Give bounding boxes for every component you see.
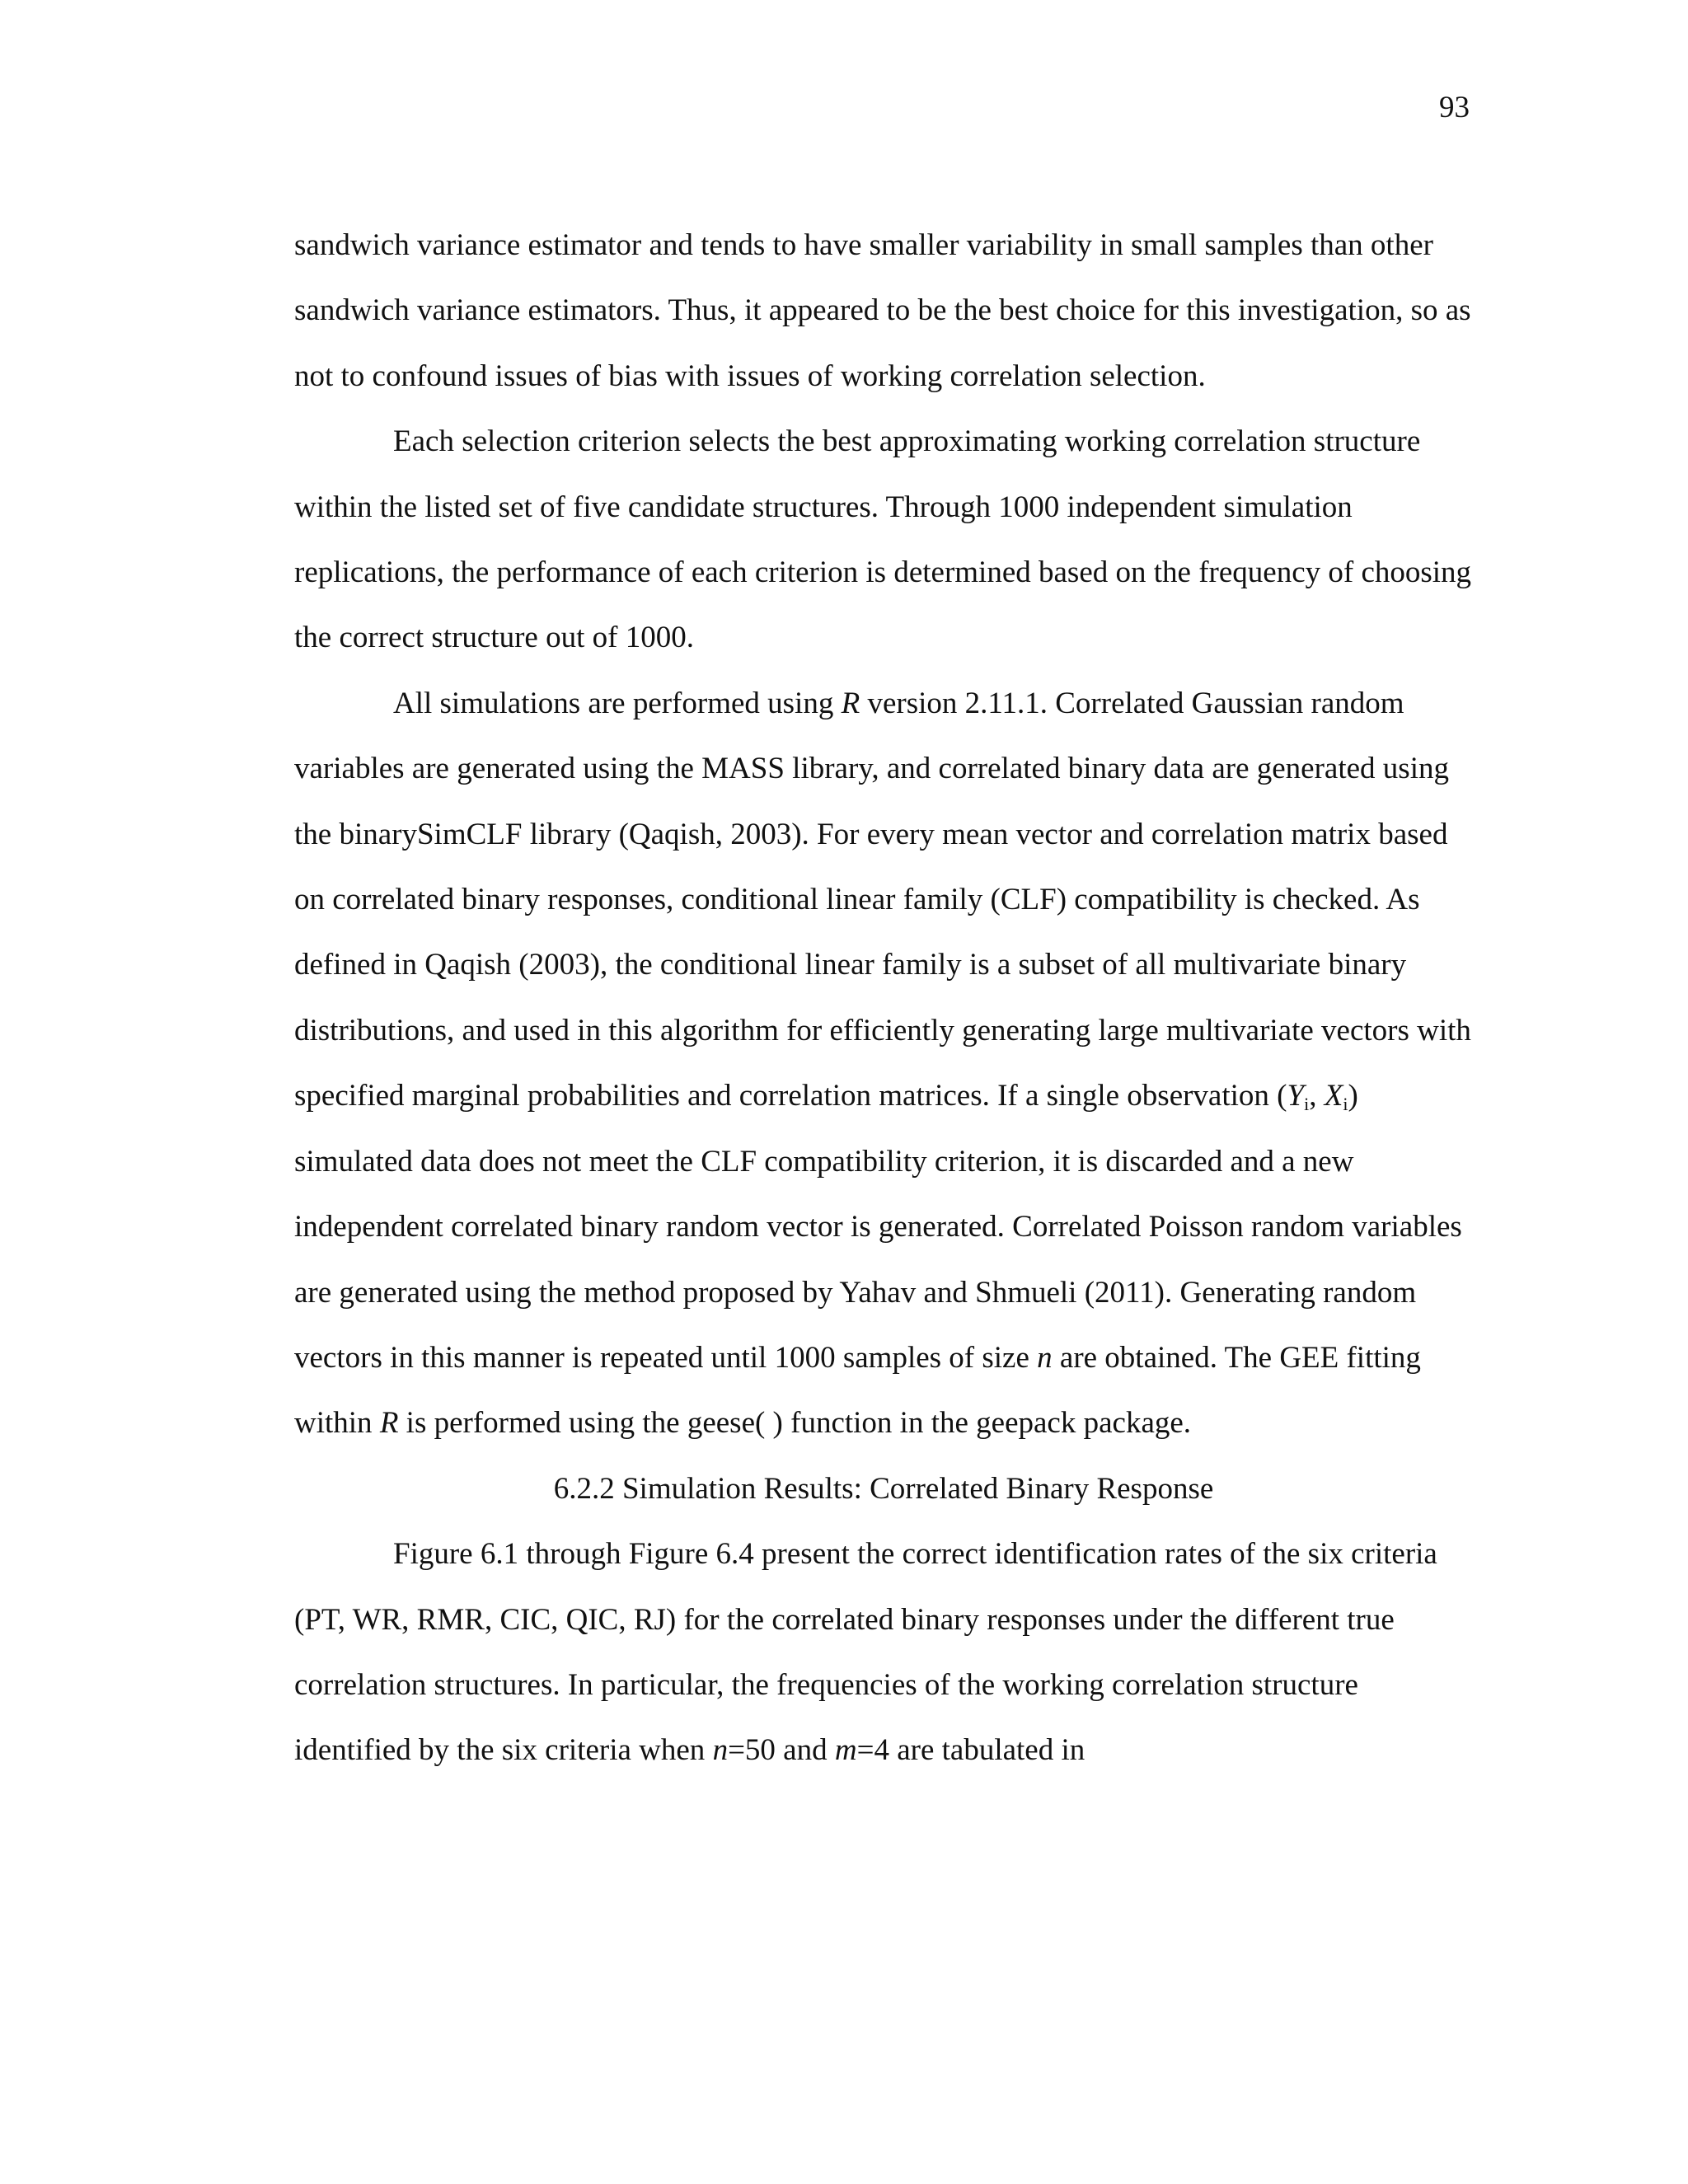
variable-n: n xyxy=(712,1733,729,1768)
subscript-i: i xyxy=(1343,1094,1348,1115)
variable-y: Y xyxy=(1287,1079,1305,1113)
paragraph-text: is performed using the geese( ) function in the geepack package. xyxy=(398,1406,1192,1441)
paragraph-continuation xyxy=(294,213,1473,409)
comma-separator: , xyxy=(1309,1079,1325,1113)
paragraph-text: are obtained. The GEE fitting within xyxy=(294,1340,1421,1441)
paragraph-text: All simulations are performed using xyxy=(393,686,842,720)
variable-m: m xyxy=(834,1733,857,1768)
software-name-r: R xyxy=(841,686,860,720)
paragraph-text: Each selection criterion selects the best approximating working correlation structure within the listed set of five candidate structures. Through 1000 independent simulation replications, the performance of each criterion is determined based on the frequency of choosing the correct structure out of 1000. xyxy=(294,424,1472,655)
paragraph-results xyxy=(294,1521,1473,1783)
subscript-i: i xyxy=(1304,1094,1310,1115)
paragraph-text: =50 and xyxy=(728,1733,835,1768)
paragraph-text: =4 are tabulated in xyxy=(856,1733,1085,1768)
paragraph-text: version 2.11.1. Correlated Gaussian random variables are generated using the MASS library, and correlated binary data are generated using the binarySimCLF library (Qaqish, 2003). For every mean vector and correlation matrix based on correlated binary responses, conditional linear family (CLF) compatibility is checked. As defined in Qaqish (2003), the conditional linear family is a subset of all multivariate binary distributions, and used in this algorithm for efficiently generating large multivariate vectors with specified marginal probabilities and correlation matrices. If a single observation ( xyxy=(294,686,1471,1113)
paragraph-simulations xyxy=(294,671,1473,1456)
section-heading: 6.2.2 Simulation Results: Correlated Binary Response xyxy=(553,1471,1214,1506)
page-number: 93 xyxy=(1439,91,1470,124)
paragraph-text: Figure 6.1 through Figure 6.4 present the correct identification rates of the six criteria (PT, WR, RMR, CIC, QIC, RJ) for the correlated binary responses under the different true correlation structures. In particular, the frequencies of the working correlation structure identified by the six criteria when xyxy=(294,1537,1437,1768)
page-body xyxy=(294,213,1473,1783)
software-name-r: R xyxy=(379,1406,399,1441)
paragraph-selection-criterion xyxy=(294,409,1473,671)
variable-n: n xyxy=(1037,1340,1053,1375)
variable-x: X xyxy=(1324,1079,1343,1113)
paragraph-text: sandwich variance estimator and tends to have smaller variability in small samples than other sandwich variance estimators. Thus, it appeared to be the best choice for this investigation, so as not to confound issues of bias with issues of working correlation selection. xyxy=(294,228,1471,393)
paragraph-text: ) simulated data does not meet the CLF compatibility criterion, it is discarded and a new independent correlated binary random vector is generated. Correlated Poisson random variables are generated using the method proposed by Yahav and Shmueli (2011). Generating random vectors in this manner is repeated until 1000 samples of size xyxy=(294,1079,1462,1375)
